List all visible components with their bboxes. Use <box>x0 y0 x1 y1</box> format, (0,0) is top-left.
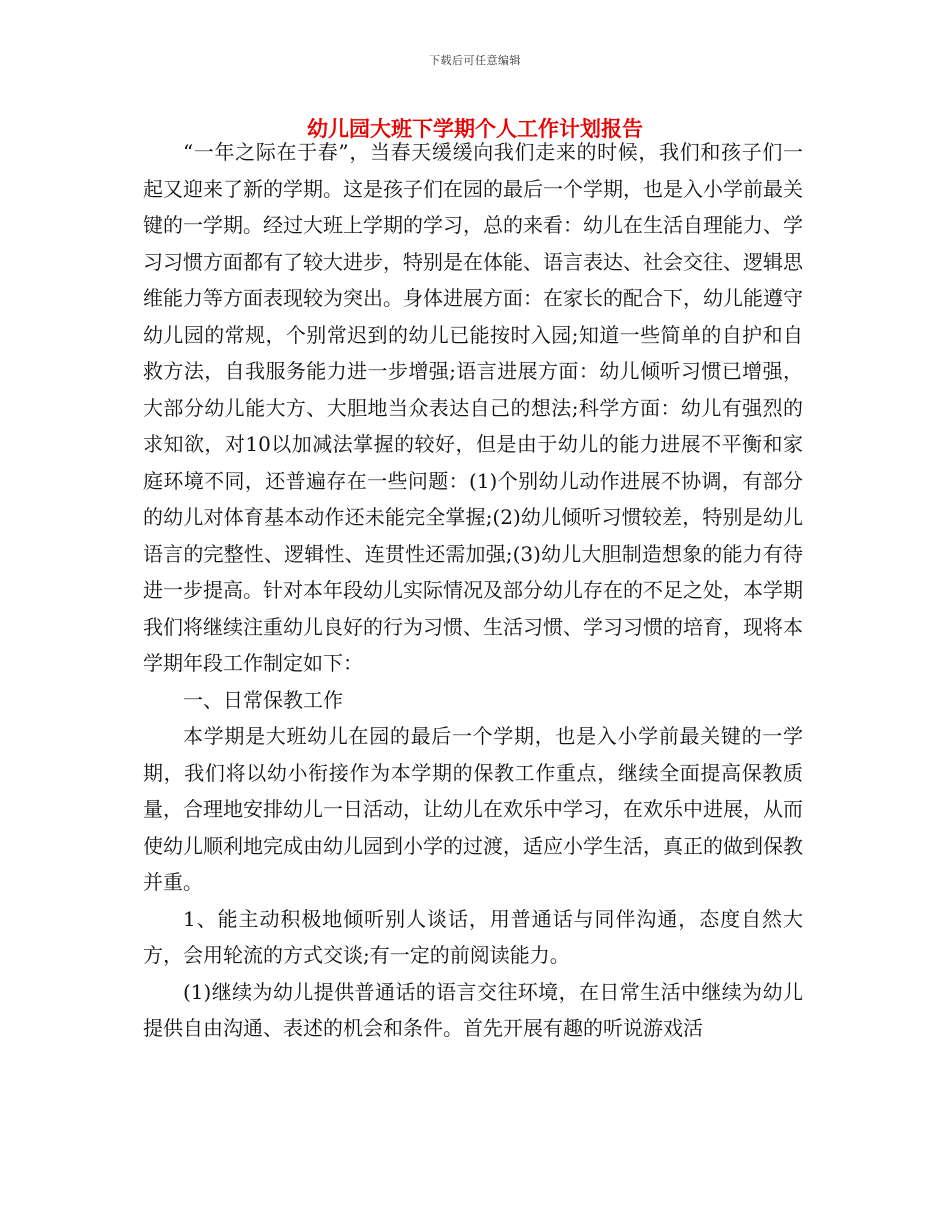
list-item-paragraph: 1、能主动积极地倾听别人谈话，用普通话与同伴沟通，态度自然大方，会用轮流的方式交谈;有一定的前阅读能力。 <box>143 906 803 967</box>
section-heading: 一、日常保教工作 <box>183 687 343 712</box>
intro-paragraph: “一年之际在于春”，当春天缓缓向我们走来的时候，我们和孩子们一起又迎来了新的学期。这是孩子们在园的最后一个学期，也是入小学前最关键的一学期。经过大班上学期的学习，总的来看：幼儿在生活自理能力、学习习惯方面都有了较大进步，特别是在体能、语言表达、社会交往、逻辑思维能力等方面表现较为突出。身体进展方面：在家长的配合下，幼儿能遵守幼儿园的常规，个别常迟到的幼儿已能按时入园;知道一些简单的自护和自救方法，自我服务能力进一步增强;语言进展方面：幼儿倾听习惯已增强，大部分幼儿能大方、大胆地当众表达自己的想法;科学方面：幼儿有强烈的求知欲，对10以加减法掌握的较好，但是由于幼儿的能力进展不平衡和家庭环境不同，还普遍存在一些问题：(1)个别幼儿动作进展不协调，有部分的幼儿对体育基本动作还未能完全掌握;(2)幼儿倾听习惯较差，特别是幼儿语言的完整性、逻辑性、连贯性还需加强;(3)幼儿大胆制造想象的能力有待进一步提高。针对本年段幼儿实际情况及部分幼儿存在的不足之处，本学期我们将继续注重幼儿良好的行为习惯、生活习惯、学习习惯的培育，现将本学期年段工作制定如下： <box>143 140 803 675</box>
body-paragraph: 本学期是大班幼儿在园的最后一个学期，也是入小学前最关键的一学期，我们将以幼小衔接作为本学期的保教工作重点，继续全面提高保教质量，合理地安排幼儿一日活动，让幼儿在欢乐中学习，在欢乐中进展，从而使幼儿顺利地完成由幼儿园到小学的过渡，适应小学生活，真正的做到保教并重。 <box>143 724 803 894</box>
sub-item-paragraph: (1)继续为幼儿提供普通话的语言交往环境，在日常生活中继续为幼儿提供自由沟通、表述的机会和条件。首先开展有趣的听说游戏活 <box>143 979 803 1040</box>
document-title: 幼儿园大班下学期个人工作计划报告 <box>307 117 643 141</box>
header-note: 下载后可任意编辑 <box>429 54 521 67</box>
document-body <box>143 134 803 1047</box>
